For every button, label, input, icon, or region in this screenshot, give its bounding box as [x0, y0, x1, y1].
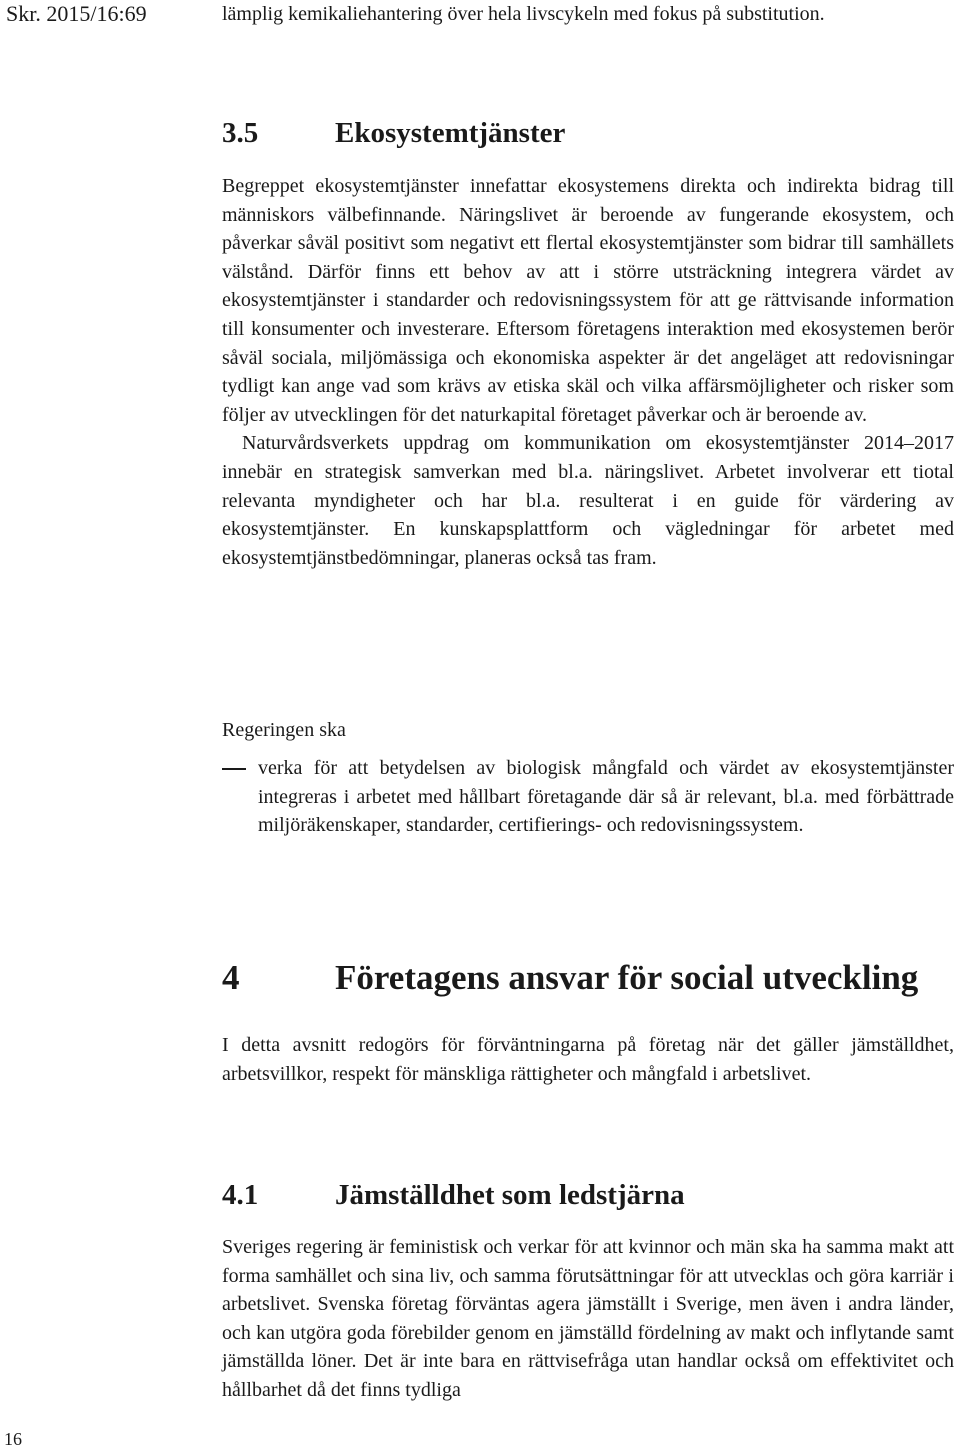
section-title: Jämställdhet som ledstjärna	[335, 1179, 685, 1211]
paragraph: Sveriges regering är feministisk och verkar för att kvinnor och män ska ha samma makt att forma samhället och sina liv, och samma förutsättningar för att utvecklas och göra karriär i arbetslivet. Svenska företag förväntas agera jämställt i Sverige, men även i andra länder, och kan utgöra goda förebilder genom en jämställd fördelning av makt och inflytande samt jämställda löner. Det är inte bara en rättvisefråga utan handlar också om effektivitet och hållbarhet då det finns tydliga	[222, 1236, 954, 1401]
section-3-5-body	[222, 172, 954, 572]
action-list	[222, 754, 954, 840]
intro-text: lämplig kemikaliehantering över hela livscykeln med fokus på substitution.	[222, 3, 825, 25]
section-title: Ekosystemtjänster	[335, 117, 566, 149]
chapter-title: Företagens ansvar för social utveckling	[335, 958, 919, 997]
intro-paragraph	[222, 0, 954, 29]
section-number: 3.5	[222, 117, 259, 149]
paragraph: I detta avsnitt redogörs för förväntningarna på företag när det gäller jämställdhet, arbetsvillkor, respekt för mänskliga rättigheter och mångfald i arbetslivet.	[222, 1034, 954, 1085]
page-number: 16	[4, 1429, 22, 1449]
section-number: 4.1	[222, 1179, 259, 1211]
document-reference: Skr. 2015/16:69	[6, 1, 147, 26]
paragraph: Begreppet ekosystemtjänster innefattar ekosystemens direkta och indirekta bidrag till människors välbefinnande. Näringslivet är beroende av fungerande ekosystem, och påverkar såväl positivt som negativt ett flertal ekosystemtjänster som bidrar till samhällets välstånd. Därför finns ett behov av att i större utsträckning integrera värdet av ekosystemtjänster i standarder och redovisningssystem för att ge rättvisande information till konsumenter och investerare. Eftersom företagens interaktion med ekosystemen berör såväl sociala, miljömässiga och ekonomiska aspekter är det angeläget att redovisningar tydligt kan ange vad som krävs av etiska skäl och vilka affärsmöjligheter och risker som följer av utvecklingen för det naturkapital företaget påverkar och är beroende av.	[222, 175, 954, 426]
list-item	[222, 754, 954, 840]
section-4-1-body	[222, 1233, 954, 1405]
paragraph: Naturvårdsverkets uppdrag om kommunikation om ekosystemtjänster 2014–2017 innebär en strategisk samverkan med bl.a. näringslivet. Arbetet involverar ett tiotal relevanta myndigheter och har bl.a. resulterat i en guide för värdering av ekosystemtjänster. En kunskapsplattform och vägledningar för arbetet med ekosystemtjänstbedömningar, planeras också tas fram.	[222, 432, 954, 569]
list-item-text: verka för att betydelsen av biologisk mångfald och värdet av ekosystemtjänster integreras i arbetet med hållbart företagande där så är relevant, bl.a. med förbättrade miljöräkenskaper, standarder, certifierings- och redovisningssystem.	[258, 757, 954, 837]
section-3-5-heading	[222, 116, 954, 150]
section-4-heading	[222, 957, 954, 999]
lead-text: Regeringen ska	[222, 719, 346, 741]
section-4-body	[222, 1031, 954, 1088]
government-lead	[222, 716, 954, 744]
chapter-number: 4	[222, 958, 240, 997]
section-4-1-heading	[222, 1178, 954, 1212]
